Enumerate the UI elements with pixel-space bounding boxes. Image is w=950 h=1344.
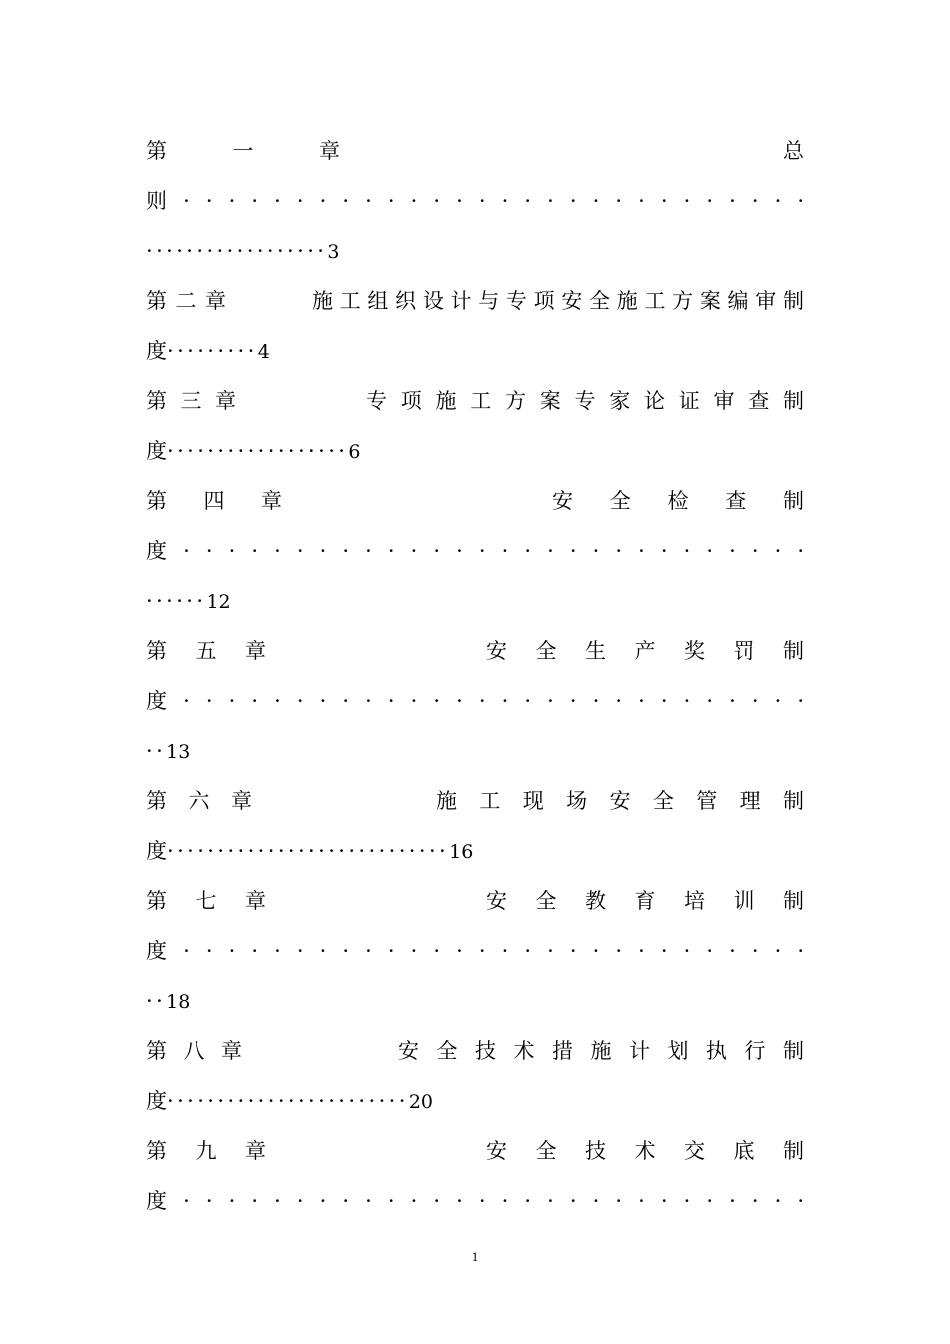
toc-char: 第 <box>146 639 167 663</box>
toc-char: 全 <box>652 789 674 813</box>
chapter-title: 总 <box>783 139 804 163</box>
leader-dot: · <box>274 539 281 563</box>
toc-leader-text: 则 <box>146 189 167 213</box>
toc-char: 育 <box>634 889 656 913</box>
leader-dot: · <box>410 539 418 563</box>
toc-char: 术 <box>513 1039 535 1063</box>
toc-char: 章 <box>231 789 252 813</box>
toc-entry-ch8[interactable] <box>146 1026 804 1076</box>
leader-dot: · <box>797 189 804 213</box>
leader-dot: · <box>660 1189 668 1213</box>
toc-char: 章 <box>205 289 226 313</box>
leader-dot: · <box>592 689 600 713</box>
leader-dot: · <box>683 539 691 563</box>
leader-dot: · <box>228 939 236 963</box>
leader-dot: · <box>501 539 509 563</box>
leader-dot: · <box>478 689 486 713</box>
toc-char: 章 <box>245 1139 266 1163</box>
toc-char: 四 <box>203 489 225 513</box>
toc-char: 全 <box>436 1039 458 1063</box>
toc-char: 案 <box>699 289 721 313</box>
toc-char: 全 <box>589 289 611 313</box>
page-ref-ch5: 13 <box>166 741 191 763</box>
leader-dot: · <box>433 539 440 563</box>
toc-entry-ch2[interactable] <box>146 276 804 326</box>
leader-dot: · <box>251 189 258 213</box>
toc-char: 全 <box>535 639 557 663</box>
toc-entry-ch9[interactable] <box>146 1126 804 1176</box>
leader-dot: · <box>478 539 486 563</box>
leader-dot: · <box>638 1189 645 1213</box>
toc-char: 技 <box>585 1139 606 1163</box>
leader-dot: · <box>183 539 190 563</box>
toc-char: 施 <box>616 289 638 313</box>
leader-dot: · <box>342 939 349 963</box>
toc-char: 工 <box>479 789 501 813</box>
toc-char: 安 <box>486 1139 507 1163</box>
leader-dot: · <box>183 1189 190 1213</box>
leader-dot: · <box>524 189 531 213</box>
toc-char: 计 <box>450 289 472 313</box>
leader-dot: · <box>342 1189 349 1213</box>
leader-dot: · <box>706 939 713 963</box>
toc-char: 工 <box>644 289 666 313</box>
toc-char: 安 <box>609 789 631 813</box>
toc-char: 制 <box>783 1139 804 1163</box>
toc-char: 设 <box>422 289 444 313</box>
toc-char: 编 <box>727 289 749 313</box>
toc-char: 制 <box>783 389 804 413</box>
leader-dot: · <box>342 539 349 563</box>
toc-char: 安 <box>398 1039 419 1063</box>
leader-dot: · <box>615 189 622 213</box>
toc-entry-ch5[interactable] <box>146 626 804 676</box>
leader-dot: · <box>205 689 213 713</box>
toc-char: 与 <box>478 289 500 313</box>
leader-dot: · <box>501 689 509 713</box>
leader-dot: · <box>524 939 531 963</box>
leader-dot: · <box>296 189 304 213</box>
toc-char: 技 <box>475 1039 496 1063</box>
toc-char: 全 <box>535 889 557 913</box>
leader-dot: · <box>751 689 759 713</box>
leader-dot: · <box>660 689 668 713</box>
toc-leader-ch1-end: ··················3 <box>146 239 340 263</box>
toc-char: 织 <box>395 289 417 313</box>
leader-dot: · <box>569 1189 577 1213</box>
toc-char: 章 <box>245 639 266 663</box>
toc-char: 制 <box>782 289 804 313</box>
leader-dot: · <box>251 689 258 713</box>
toc-char: 家 <box>609 389 631 413</box>
leader-dot: · <box>683 189 691 213</box>
toc-char: 证 <box>678 389 700 413</box>
leader-dot: · <box>205 539 213 563</box>
leader-dot: · <box>296 1189 304 1213</box>
toc-char: 方 <box>672 289 694 313</box>
toc-char: 第 <box>146 389 167 413</box>
leader-dot: · <box>547 189 554 213</box>
toc-char: 查 <box>725 489 747 513</box>
leader-dot: · <box>296 689 304 713</box>
leader-dot: · <box>183 189 190 213</box>
leader-dot: · <box>706 539 713 563</box>
page-ref-ch8: 20 <box>408 1091 433 1113</box>
page-ref-ch7: 18 <box>166 991 191 1013</box>
leader-dot: · <box>751 189 759 213</box>
leader-dot: · <box>296 539 304 563</box>
leader-dot: · <box>569 689 577 713</box>
toc-leader-ch9 <box>146 1176 804 1226</box>
toc-char: 教 <box>585 889 606 913</box>
toc-char: 管 <box>696 789 718 813</box>
leader-dot: · <box>592 1189 600 1213</box>
leader-dot: · <box>228 1189 236 1213</box>
toc-char: 安 <box>552 489 573 513</box>
leader-dot: · <box>433 1189 440 1213</box>
toc-char: 理 <box>739 789 761 813</box>
toc-char: 查 <box>748 389 770 413</box>
leader-dot: · <box>751 939 759 963</box>
leader-dot: · <box>774 539 782 563</box>
toc-char: 专 <box>574 389 596 413</box>
leader-dot: · <box>319 939 327 963</box>
leader-dot: · <box>774 689 782 713</box>
leader-dot: · <box>319 189 327 213</box>
leader-dot: · <box>433 689 440 713</box>
leader-dot: · <box>729 189 736 213</box>
leader-dot: · <box>547 689 554 713</box>
leader-dot: · <box>251 539 258 563</box>
toc-char: 三 <box>180 389 202 413</box>
toc-leader-ch5-end: ··13 <box>146 739 191 763</box>
leader-dot: · <box>660 539 668 563</box>
leader-dot: · <box>683 1189 691 1213</box>
leader-dot: · <box>410 189 418 213</box>
leader-dot: · <box>592 939 600 963</box>
toc-char: 奖 <box>684 639 705 663</box>
toc-leader-ch6: 度····························16 <box>146 839 474 863</box>
toc-char: 审 <box>755 289 777 313</box>
toc-leader-ch5 <box>146 676 804 726</box>
leader-dot: · <box>319 689 327 713</box>
toc-char: 项 <box>400 389 422 413</box>
toc-entry-ch7[interactable] <box>146 876 804 926</box>
toc-char: 施 <box>436 789 457 813</box>
toc-char: 第 <box>146 1039 167 1063</box>
leader-dot: · <box>706 189 713 213</box>
toc-char: 制 <box>783 1039 804 1063</box>
leader-dot: · <box>205 189 213 213</box>
toc-char: 专 <box>366 389 387 413</box>
toc-char: 制 <box>783 889 804 913</box>
leader-dot: · <box>774 939 782 963</box>
chapter-title <box>312 276 804 326</box>
toc-entry-ch3[interactable] <box>146 376 804 426</box>
toc-entry-ch4[interactable] <box>146 476 804 526</box>
leader-dot: · <box>501 939 509 963</box>
leader-dot: · <box>524 1189 531 1213</box>
leader-dot: · <box>183 939 190 963</box>
leader-dot: · <box>365 689 372 713</box>
toc-char: 计 <box>629 1039 650 1063</box>
toc-char: 制 <box>783 489 804 513</box>
toc-leader-ch8: 度························20 <box>146 1089 433 1113</box>
toc-char: 培 <box>684 889 705 913</box>
toc-char: 制 <box>783 789 804 813</box>
toc-char: 安 <box>486 889 507 913</box>
leader-dot: · <box>365 539 372 563</box>
leader-dot: · <box>251 1189 258 1213</box>
leader-dot: · <box>387 689 395 713</box>
toc-leader-ch4-end: ······12 <box>146 589 231 613</box>
toc-char: 章 <box>261 489 282 513</box>
leader-dot: · <box>751 1189 759 1213</box>
toc-char: 罚 <box>733 639 755 663</box>
toc-leader-ch3: 度··················6 <box>146 439 361 463</box>
leader-dot: · <box>729 939 736 963</box>
leader-dot: · <box>319 1189 327 1213</box>
toc-char: 施 <box>435 389 457 413</box>
leader-dot: · <box>797 1189 804 1213</box>
table-of-contents <box>146 126 804 1226</box>
leader-dot: · <box>729 689 736 713</box>
leader-dot: · <box>228 539 236 563</box>
toc-entry-ch1[interactable] <box>146 126 804 176</box>
leader-dot: · <box>365 189 372 213</box>
leader-dot: · <box>615 939 622 963</box>
leader-dot: · <box>797 539 804 563</box>
toc-char: 安 <box>561 289 583 313</box>
leader-dot: · <box>569 189 577 213</box>
leader-dot: · <box>638 539 645 563</box>
page-ref-ch1: 3 <box>327 241 340 263</box>
toc-entry-ch6[interactable] <box>146 776 804 826</box>
leader-dot: · <box>456 189 463 213</box>
toc-char: 全 <box>535 1139 557 1163</box>
toc-char: 施 <box>590 1039 612 1063</box>
leader-dot: · <box>501 189 509 213</box>
toc-char: 一 <box>232 139 254 163</box>
leader-dot: · <box>296 939 304 963</box>
leader-dot: · <box>683 939 691 963</box>
leader-dot: · <box>228 189 236 213</box>
leader-dot: · <box>638 689 645 713</box>
leader-dot: · <box>547 1189 554 1213</box>
toc-char: 五 <box>195 639 217 663</box>
leader-dot: · <box>456 939 463 963</box>
toc-char: 案 <box>539 389 561 413</box>
toc-char: 底 <box>733 1139 755 1163</box>
chapter-label <box>146 126 340 176</box>
leader-dot: · <box>387 1189 395 1213</box>
toc-char: 产 <box>634 639 656 663</box>
leader-dot: · <box>456 539 463 563</box>
toc-char: 第 <box>146 789 167 813</box>
leader-dot: · <box>660 939 668 963</box>
leader-dot: · <box>706 689 713 713</box>
toc-char: 交 <box>684 1139 705 1163</box>
leader-dot: · <box>797 939 804 963</box>
leader-dot: · <box>342 189 349 213</box>
leader-dot: · <box>410 1189 418 1213</box>
leader-dot: · <box>478 1189 486 1213</box>
toc-leader-text: 度 <box>146 939 167 963</box>
toc-char: 划 <box>667 1039 689 1063</box>
toc-char: 审 <box>713 389 735 413</box>
toc-char: 八 <box>183 1039 205 1063</box>
leader-dot: · <box>660 189 668 213</box>
toc-char: 六 <box>188 789 210 813</box>
leader-dot: · <box>433 189 440 213</box>
page-ref-ch3: 6 <box>348 441 361 463</box>
leader-dot: · <box>274 189 281 213</box>
leader-dot: · <box>410 939 418 963</box>
toc-char: 施 <box>312 289 333 313</box>
leader-dot: · <box>797 689 804 713</box>
toc-char: 九 <box>195 1139 217 1163</box>
leader-dot: · <box>387 939 395 963</box>
leader-dot: · <box>706 1189 713 1213</box>
leader-dot: · <box>524 539 531 563</box>
toc-char: 第 <box>146 1139 167 1163</box>
toc-char: 项 <box>533 289 555 313</box>
leader-dot: · <box>615 689 622 713</box>
leader-dot: · <box>274 1189 281 1213</box>
leader-dot: · <box>274 939 281 963</box>
leader-dot: · <box>342 689 349 713</box>
toc-char: 章 <box>221 1039 242 1063</box>
toc-leader-ch7 <box>146 926 804 976</box>
toc-leader-ch4 <box>146 526 804 576</box>
leader-dot: · <box>524 689 531 713</box>
leader-dot: · <box>251 939 258 963</box>
toc-char: 第 <box>146 139 167 163</box>
toc-char: 检 <box>667 489 689 513</box>
leader-dot: · <box>751 539 759 563</box>
leader-dot: · <box>569 939 577 963</box>
toc-char: 全 <box>609 489 631 513</box>
leader-dot: · <box>274 689 281 713</box>
toc-char: 论 <box>644 389 665 413</box>
leader-dot: · <box>569 539 577 563</box>
toc-char: 场 <box>566 789 588 813</box>
toc-char: 章 <box>319 139 340 163</box>
toc-char: 制 <box>783 639 804 663</box>
leader-dot: · <box>729 1189 736 1213</box>
toc-char: 章 <box>245 889 266 913</box>
toc-char: 行 <box>744 1039 766 1063</box>
toc-leader-ch2: 度·········4 <box>146 339 270 363</box>
leader-dot: · <box>774 189 782 213</box>
toc-char: 二 <box>175 289 197 313</box>
toc-char: 安 <box>486 639 507 663</box>
page-number: 1 <box>471 1249 479 1264</box>
toc-char: 现 <box>522 789 544 813</box>
page-ref-ch4: 12 <box>206 591 231 613</box>
leader-dot: · <box>365 939 372 963</box>
leader-dot: · <box>205 1189 213 1213</box>
toc-leader-ch1 <box>146 176 804 226</box>
leader-dot: · <box>433 939 440 963</box>
leader-dot: · <box>387 189 395 213</box>
toc-char: 术 <box>634 1139 656 1163</box>
toc-leader-ch7-end: ··18 <box>146 989 191 1013</box>
page-ref-ch6: 16 <box>449 841 474 863</box>
toc-char: 组 <box>367 289 389 313</box>
leader-dot: · <box>501 1189 509 1213</box>
leader-dot: · <box>228 689 236 713</box>
leader-dot: · <box>683 689 691 713</box>
toc-char: 七 <box>195 889 217 913</box>
leader-dot: · <box>387 539 395 563</box>
leader-dot: · <box>638 189 645 213</box>
leader-dot: · <box>547 939 554 963</box>
toc-char: 第 <box>146 489 167 513</box>
toc-char: 章 <box>215 389 236 413</box>
leader-dot: · <box>205 939 213 963</box>
leader-dot: · <box>638 939 645 963</box>
toc-leader-text: 度 <box>146 689 167 713</box>
toc-char: 工 <box>470 389 492 413</box>
toc-char: 专 <box>505 289 527 313</box>
toc-char: 工 <box>339 289 361 313</box>
chapter-label <box>146 276 226 326</box>
toc-leader-text: 度 <box>146 1189 167 1213</box>
page-ref-ch2: 4 <box>257 341 270 363</box>
leader-dot: · <box>615 1189 622 1213</box>
leader-dot: · <box>547 539 554 563</box>
toc-char: 方 <box>505 389 526 413</box>
leader-dot: · <box>478 189 486 213</box>
leader-dot: · <box>319 539 327 563</box>
leader-dot: · <box>410 689 418 713</box>
toc-char: 训 <box>733 889 755 913</box>
toc-char: 第 <box>146 289 167 313</box>
leader-dot: · <box>183 689 190 713</box>
toc-char: 措 <box>552 1039 573 1063</box>
leader-dot: · <box>365 1189 372 1213</box>
leader-dot: · <box>456 689 463 713</box>
leader-dot: · <box>729 539 736 563</box>
leader-dot: · <box>615 539 622 563</box>
leader-dot: · <box>774 1189 782 1213</box>
leader-dot: · <box>456 1189 463 1213</box>
toc-leader-text: 度 <box>146 539 167 563</box>
leader-dot: · <box>592 189 600 213</box>
toc-char: 第 <box>146 889 167 913</box>
leader-dot: · <box>592 539 600 563</box>
toc-char: 生 <box>585 639 606 663</box>
leader-dot: · <box>478 939 486 963</box>
toc-char: 执 <box>706 1039 727 1063</box>
